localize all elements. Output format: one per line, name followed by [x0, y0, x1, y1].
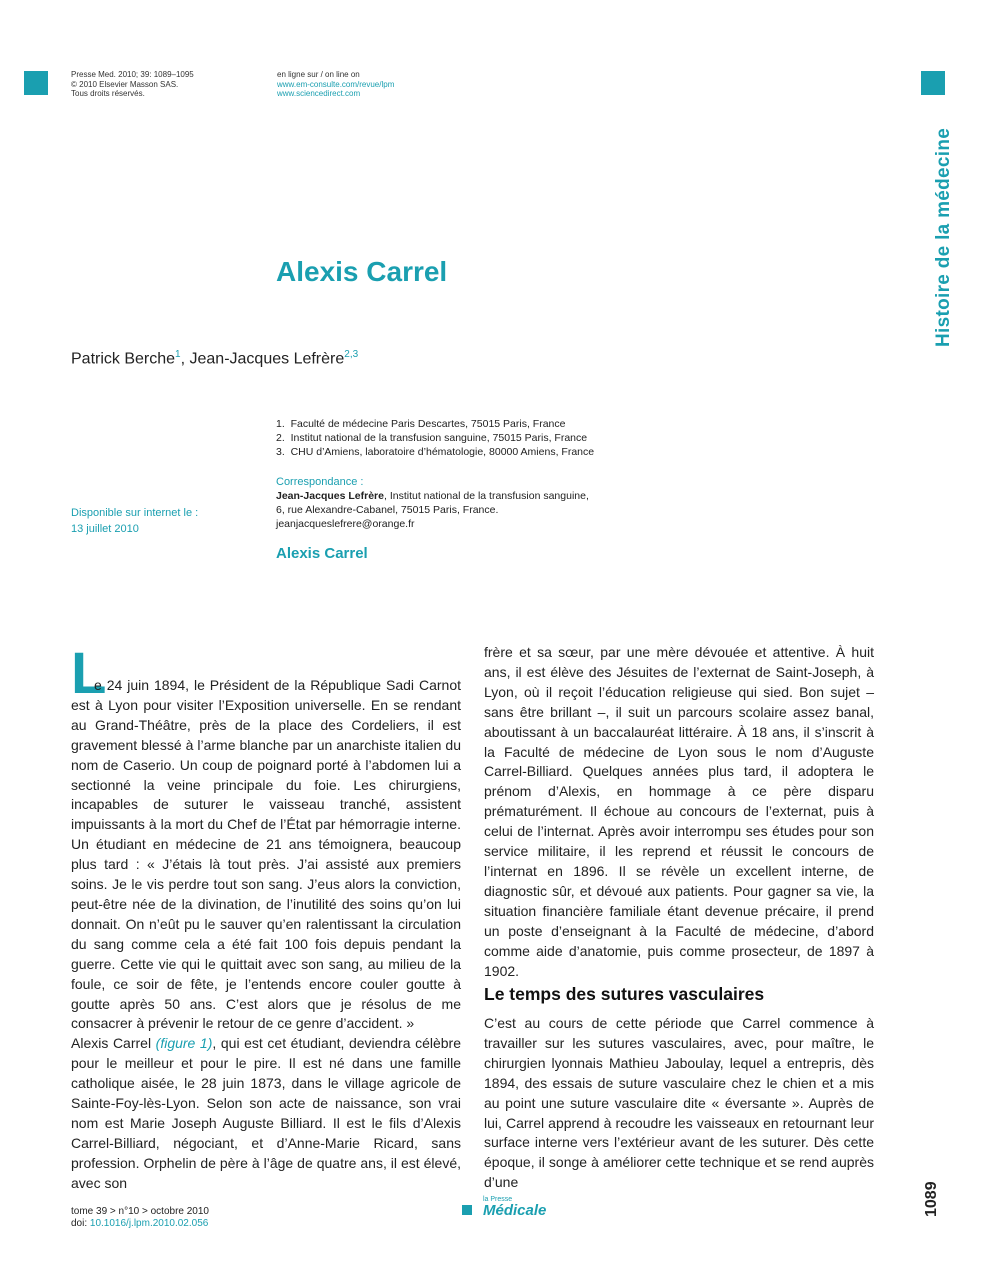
correspondence-line1: , Institut national de la transfusion sanguine,: [383, 490, 589, 502]
availability: [71, 505, 198, 537]
article-subtitle: Alexis Carrel: [276, 545, 368, 562]
corner-square-right: [921, 71, 945, 95]
section-label-text: Histoire de la médecine: [933, 127, 954, 347]
affiliations: [276, 417, 594, 459]
journal-header: [71, 70, 194, 99]
column-right: [484, 643, 874, 981]
drop-cap: L: [71, 641, 107, 706]
paragraph-2-rest: , qui est cet étudiant, deviendra célèbre pour le meilleur et pour le pire. Il est né dans une famille catholique aisée, le 28 juin 1873, dans le village agricole de Sainte-Foy-lès-Lyon. Selon son acte de naissance, son vrai nom est Marie Joseph Auguste Billiard. Il est le fils d’Alexis Carrel-Billiard, négociant, et d’Anne-Marie Ricard, sans profession. Orphelin de père à l’âge de quatre ans, il est élevé, avec son: [71, 1035, 461, 1191]
online-label: en ligne sur / on line on: [277, 70, 360, 79]
issue-info: tome 39 > n°10 > octobre 2010: [71, 1206, 209, 1217]
url-sciencedirect[interactable]: www.sciencedirect.com: [277, 89, 361, 98]
logo-small-text: la Presse: [483, 1196, 513, 1203]
paragraph-4: C’est au cours de cette période que Carrel commence à travailler sur les sutures vasculaires, avec, pour maître, le chirurgien lyonnais Mathieu Jaboulay, lequel a entrepris, dès 1894, des essais de suture vasculaire chez le chien et a mis au point une suture vasculaire dite « éversante ». Auprès de lui, Carrel apprend à recoudre les vaisseaux en retournant leur surface interne vers l’extérieur avant de les suturer. Dès cette époque, il songe à améliorer cette technique et se rend auprès d’une: [484, 1015, 874, 1191]
author-2-affil[interactable]: 2,3: [344, 349, 359, 360]
copyright: © 2010 Elsevier Masson SAS.: [71, 79, 179, 89]
paragraph-1: [71, 676, 461, 1034]
column-left: [71, 676, 461, 1194]
journal-citation: Presse Med. 2010; 39: 1089–1095: [71, 70, 194, 79]
logo-square-icon: [462, 1205, 472, 1215]
affiliation-2: 2. Institut national de la transfusion sanguine, 75015 Paris, France: [276, 432, 588, 444]
author-1: Patrick Berche: [71, 350, 176, 368]
article-title: Alexis Carrel: [276, 256, 448, 287]
section-label: [918, 112, 954, 352]
section-heading: Le temps des sutures vasculaires: [484, 984, 765, 1004]
affiliation-1: 1. Faculté de médecine Paris Descartes, 75015 Paris, France: [276, 418, 566, 430]
affiliation-3: 3. CHU d’Amiens, laboratoire d’hématologie, 80000 Amiens, France: [276, 446, 595, 458]
rights: Tous droits réservés.: [71, 89, 145, 98]
figure-1-link[interactable]: (figure 1): [155, 1035, 213, 1052]
footer-info: [71, 1206, 209, 1230]
correspondence: [276, 475, 589, 531]
online-header: [277, 70, 394, 99]
availability-label: Disponible sur internet le :: [71, 507, 199, 519]
availability-date: 13 juillet 2010: [71, 523, 139, 535]
paragraph-2: [71, 1034, 461, 1193]
page-number: [918, 1175, 948, 1225]
url-em-consulte[interactable]: www.em-consulte.com/revue/lpm: [277, 79, 395, 89]
paragraph-3: frère et sa sœur, par une mère dévouée et attentive. À huit ans, il est élève des Jésuites de l’externat de Saint-Joseph, à Lyon, où il reçoit l’éducation religieuse qui sied. Bon sujet – sans être brillant –, il suit un parcours scolaire assez banal, aboutissant à un baccalauréat littéraire. À 18 ans, il s’inscrit à la Faculté de médecine de Lyon sous le nom d’Auguste Carrel-Billiard. Quelques années plus tard, il adoptera le prénom d’Alexis, en hommage à ce père disparu prématurément. Il échoue au concours de l’externat, puis à celui de l’internat. Après avoir interrompu ses études pour son service militaire, il les reprend et réussit le concours de l’internat en 1896. Il se révèle un excellent interne, de diagnostic sûr, et dévoué aux patients. Pour gagner sa vie, la situation financière familiale étant devenue précaire, il prend un poste d’enseignant à la Faculté de médecine, d’abord comme aide d’anatomie, puis comme prosecteur, de 1897 à 1902.: [484, 644, 874, 979]
corner-square-left: [24, 71, 48, 95]
logo-main-text: Médicale: [483, 1202, 547, 1219]
doi-label: doi:: [71, 1218, 90, 1229]
authors: [71, 349, 358, 368]
correspondence-email[interactable]: jeanjacqueslefrere@orange.fr: [276, 518, 415, 530]
paragraph-1-text: e 24 juin 1894, le Président de la République Sadi Carnot est à Lyon pour visiter l’Exposition universelle. En se rendant au Grand-Théâtre, près de la place des Cordeliers, il est gravement blessé à l’arme blanche par un anarchiste italien du nom de Caserio. Un coup de poignard porté à l’abdomen lui a sectionné la veine principale du foie. Les chirurgiens, incapables de suturer le vaisseau tranché, assistent impuissants à la mort du Chef de l’État par hémorragie interne. Un étudiant en médecine de 21 ans témoignera, beaucoup plus tard : « J’étais là tout près. J’ai assisté aux premiers soins. Je le vis perdre tout son sang. J’eus alors la conviction, peut-être née de la divination, de l’inutilité des soins qu’on lui donnait. On n’eût pu le sauver qu’en ralentissant la circulation du sang comme cela a été fait 100 fois depuis pendant la guerre. Cette vie qui le quittait avec son sang, au milieu de la foule, ce soir de fête, je l’entends encore couler goutte à goutte après 50 ans. C’est alors que je résolus de me consacrer à prévenir le retour de ce genre d’accident. »: [71, 677, 461, 1032]
doi-link[interactable]: 10.1016/j.lpm.2010.02.056: [89, 1218, 209, 1229]
correspondence-name: Jean-Jacques Lefrère: [276, 490, 384, 502]
author-2: Jean-Jacques Lefrère: [189, 350, 345, 368]
correspondence-heading: Correspondance :: [276, 476, 364, 488]
author-1-affil[interactable]: 1: [175, 349, 181, 360]
page-number-text: 1089: [923, 1181, 940, 1217]
paragraph-2-start: Alexis Carrel: [71, 1035, 156, 1052]
author-sep: ,: [180, 350, 190, 368]
column-right-continued: [484, 1014, 874, 1193]
correspondence-address: 6, rue Alexandre-Cabanel, 75015 Paris, France.: [276, 504, 499, 516]
